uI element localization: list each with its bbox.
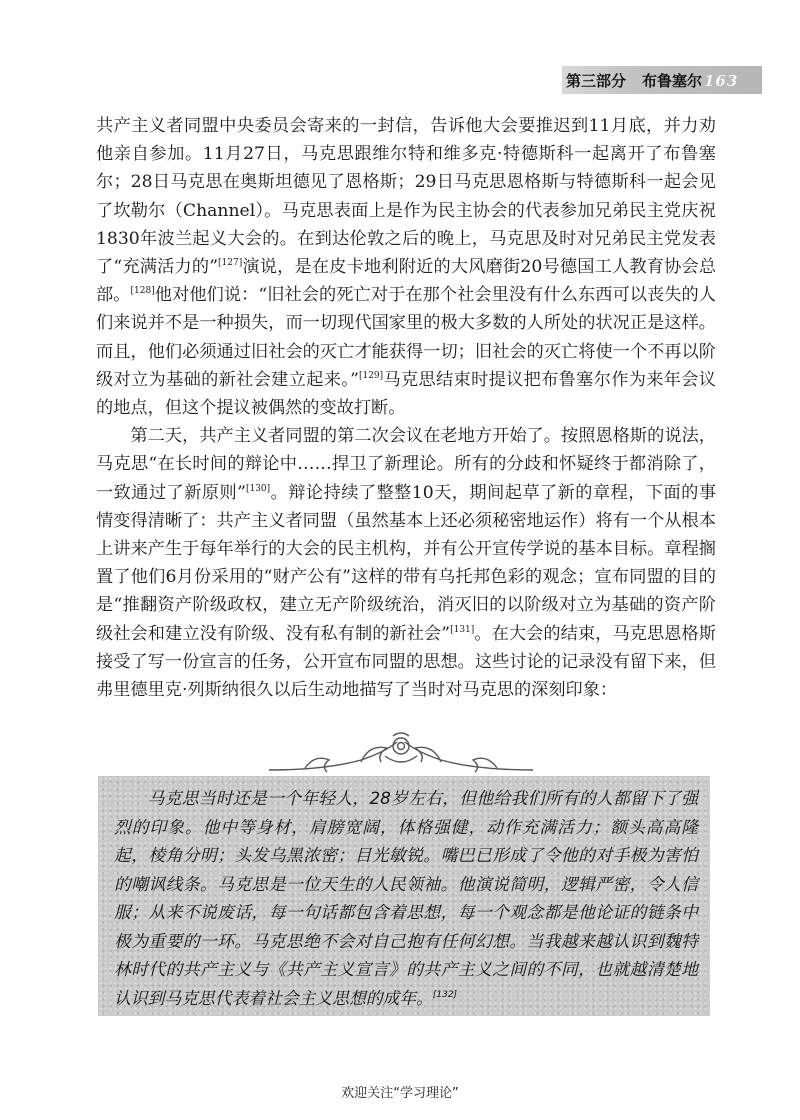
running-header xyxy=(566,70,702,92)
footnote-ref: [132] xyxy=(432,989,458,1000)
paragraph-1: 共产主义者同盟中央委员会寄来的一封信，告诉他大会要推迟到11月底，并力劝他亲自参加。11月27日，马克思跟维尔特和维多克·特德斯科一起离开了布鲁塞尔；28日马克思在奥斯坦德见了恩格斯；29日马克思恩格斯与特德斯科一起会见了坎勒尔（Channel）。马克思表面上是作为民主协会的代表参加兄弟民主党庆祝1830年波兰起义大会的。在到达伦敦之后的晚上，马克思及时对兄弟民主党发表了“充满活力的”[127]演说，是在皮卡地利附近的大风磨街20号德国工人教育协会总部。[128]他对他们说：“旧社会的死亡对于在那个社会里没有什么东西可以丧失的人们来说并不是一种损失，而一切现代国家里的极大多数的人所处的状况正是这样。而且，他们必须通过旧社会的灭亡才能获得一切；旧社会的灭亡将使一个不再以阶级对立为基础的新社会建立起来。”[129]马克思结束时提议把布鲁塞尔作为来年会议的地点，但这个提议被偶然的变故打断。 xyxy=(96,116,717,419)
body-text xyxy=(96,112,716,704)
footnote-ref: [127] xyxy=(218,258,243,269)
footer-text: 欢迎关注“学习理论” xyxy=(341,1086,459,1101)
quote-paragraph: 马克思当时还是一个年轻人，28岁左右，但他给我们所有的人都留下了强烈的印象。他中等身材，肩膀宽阔，体格强健，动作充满活力；额头高高隆起，棱角分明；头发乌黑浓密；目光敏锐。嘴巴已形成了令他的对手极为害怕的嘲讽线条。马克思是一位天生的人民领袖。他演说简明，逻辑严密，令人信服；从来不说废话，每一句话都包含着思想，每一个观念都是他论证的链条中极为重要的一环。马克思绝不会对自己抱有任何幻想。当我越来越认识到魏特林时代的共产主义与《共产主义宣言》的共产主义之间的不同，也就越清楚地认识到马克思代表着社会主义思想的成年。[132] xyxy=(114,788,698,1008)
footnote-ref: [129] xyxy=(358,370,384,381)
paragraph-2: 第二天，共产主义者同盟的第二次会议在老地方开始了。按照恩格斯的说法，马克思“在长时间的辩论中……捍卫了新理论。所有的分歧和怀疑终于都消除了，一致通过了新原则”[130]。辩论持续了整整10天，期间起草了新的章程，下面的事情变得清晰了：共产主义者同盟（虽然基本上还必须秘密地运作）将有一个从根本上讲来产生于每年举行的大会的民主机构，并有公开宣传学说的基本目标。章程搁置了他们6月份采用的“财产公有”这样的带有乌托邦色彩的观念；宣布同盟的目的是“推翻资产阶级政权，建立无产阶级统治，消灭旧的以阶级对立为基础的资产阶级社会和建立没有阶级、没有私有制的新社会”[131]。在大会的结束，马克思恩格斯接受了写一份宣言的任务，公开宣布同盟的思想。这些讨论的记录没有留下来，但弗里德里克·列斯纳很久以后生动地描写了当时对马克思的深刻印象： xyxy=(96,426,717,701)
footnote-ref: [128] xyxy=(130,286,155,297)
footnote-ref: [130] xyxy=(245,483,271,494)
chapter-label: 布鲁塞尔 xyxy=(642,72,703,90)
scroll-ornament-icon xyxy=(265,730,537,776)
footnote-ref: [131] xyxy=(450,624,475,635)
block-quote xyxy=(114,784,698,1012)
page-number: 163 xyxy=(704,72,739,90)
part-label: 第三部分 xyxy=(566,72,627,90)
